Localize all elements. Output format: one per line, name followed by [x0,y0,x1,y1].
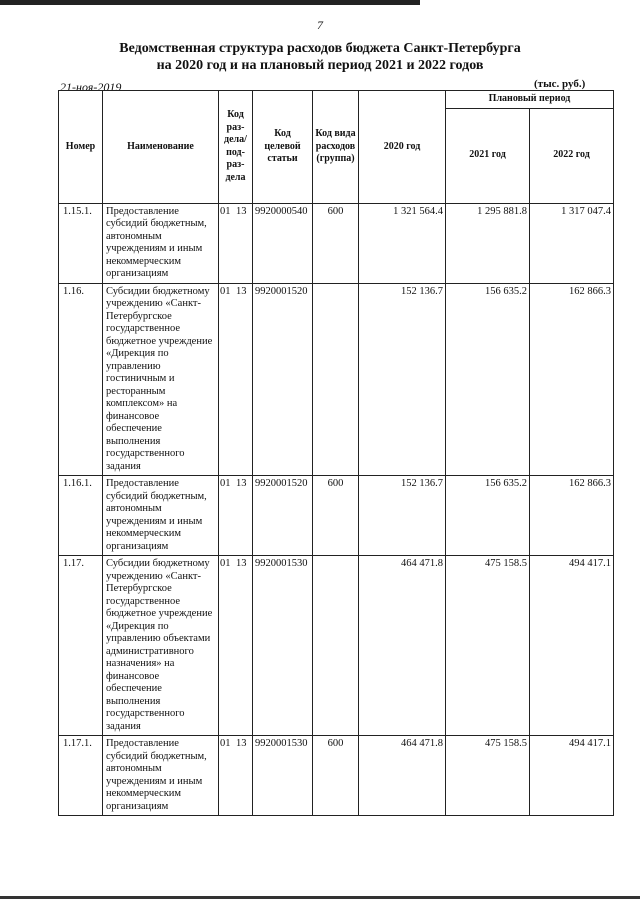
row-vid: 600 [313,476,359,556]
row-2020: 152 136.7 [359,476,446,556]
row-vid [313,283,359,476]
row-number: 1.17.1. [59,736,103,816]
row-number: 1.16. [59,283,103,476]
header-target: Код целевой статьи [253,91,313,204]
row-razdel: 01 [220,478,231,489]
row-razdel-cell [219,203,253,283]
row-podrazdel: 13 [236,205,247,217]
header-2020: 2020 год [359,91,446,204]
row-2022: 494 417.1 [530,556,614,736]
row-vid: 600 [313,203,359,283]
row-razdel-cell [219,736,253,816]
document-title [0,40,640,74]
header-number: Номер [59,91,103,204]
row-target: 9920001530 [253,556,313,736]
row-target: 9920001520 [253,283,313,476]
page-number: 7 [317,18,323,32]
row-2021: 1 295 881.8 [446,203,530,283]
row-razdel: 01 [220,738,231,749]
row-number: 1.15.1. [59,203,103,283]
header-2022: 2022 год [530,108,614,203]
row-2021: 156 635.2 [446,476,530,556]
row-podrazdel: 13 [236,558,247,569]
row-razdel: 01 [220,558,231,569]
table-row [59,476,614,556]
row-target: 9920001520 [253,476,313,556]
table-row [59,203,614,283]
table-body [59,203,614,816]
row-vid [313,556,359,736]
row-2021: 475 158.5 [446,556,530,736]
row-vid: 600 [313,736,359,816]
document-date: 21-ноя-2019 [60,80,122,94]
table-row [59,283,614,476]
title-line-2: на 2020 год и на плановый период 2021 и 2022 годов [156,58,484,73]
row-number: 1.17. [59,556,103,736]
row-2020: 1 321 564.4 [359,203,446,283]
row-name: Предоставление субсидий бюджетным, автономным учреждениям и иным некоммерческим организациям [103,203,219,283]
row-razdel-cell [219,476,253,556]
row-name: Предоставление субсидий бюджетным, автономным учреждениям и иным некоммерческим организациям [103,736,219,816]
table-row [59,556,614,736]
bottom-rule [0,896,640,899]
row-name: Субсидии бюджетному учреждению «Санкт-Петербургское государственное бюджетное учреждение «Дирекция по управлению объектами административного назначения» на финансовое обеспечение выполнения государственного задания [103,556,219,736]
row-2020: 464 471.8 [359,736,446,816]
row-razdel: 01 [220,285,231,297]
header-razdel: Код раз-дела/ под-раз-дела [219,91,253,204]
header-name: Наименование [103,91,219,204]
row-2020: 464 471.8 [359,556,446,736]
row-razdel-cell [219,556,253,736]
row-2020: 152 136.7 [359,283,446,476]
row-razdel-cell [219,283,253,476]
row-2021: 156 635.2 [446,283,530,476]
table-header [59,91,614,204]
row-2021: 475 158.5 [446,736,530,816]
row-2022: 162 866.3 [530,283,614,476]
row-name: Предоставление субсидий бюджетным, автономным учреждениям и иным некоммерческим организациям [103,476,219,556]
row-podrazdel: 13 [236,738,247,749]
table-row [59,736,614,816]
top-rule [0,0,420,5]
row-target: 9920000540 [253,203,313,283]
row-number: 1.16.1. [59,476,103,556]
row-2022: 1 317 047.4 [530,203,614,283]
row-podrazdel: 13 [236,478,247,489]
budget-table [58,90,614,816]
row-2022: 494 417.1 [530,736,614,816]
row-target: 9920001530 [253,736,313,816]
title-line-1: Ведомственная структура расходов бюджета Санкт-Петербурга [119,41,521,56]
header-2021: 2021 год [446,108,530,203]
header-plan-period: Плановый период [446,91,614,109]
row-name: Субсидии бюджетному учреждению «Санкт-Петербургское государственное бюджетное учреждение «Дирекция по управлению гостиничным и ресторанным комплексом» на финансовое обеспечение выполнения государственного задания [103,283,219,476]
row-2022: 162 866.3 [530,476,614,556]
header-vid: Код вида расходов (группа) [313,91,359,204]
row-razdel: 01 [220,205,231,217]
row-podrazdel: 13 [236,285,247,297]
units-label: (тыс. руб.) [534,78,586,90]
